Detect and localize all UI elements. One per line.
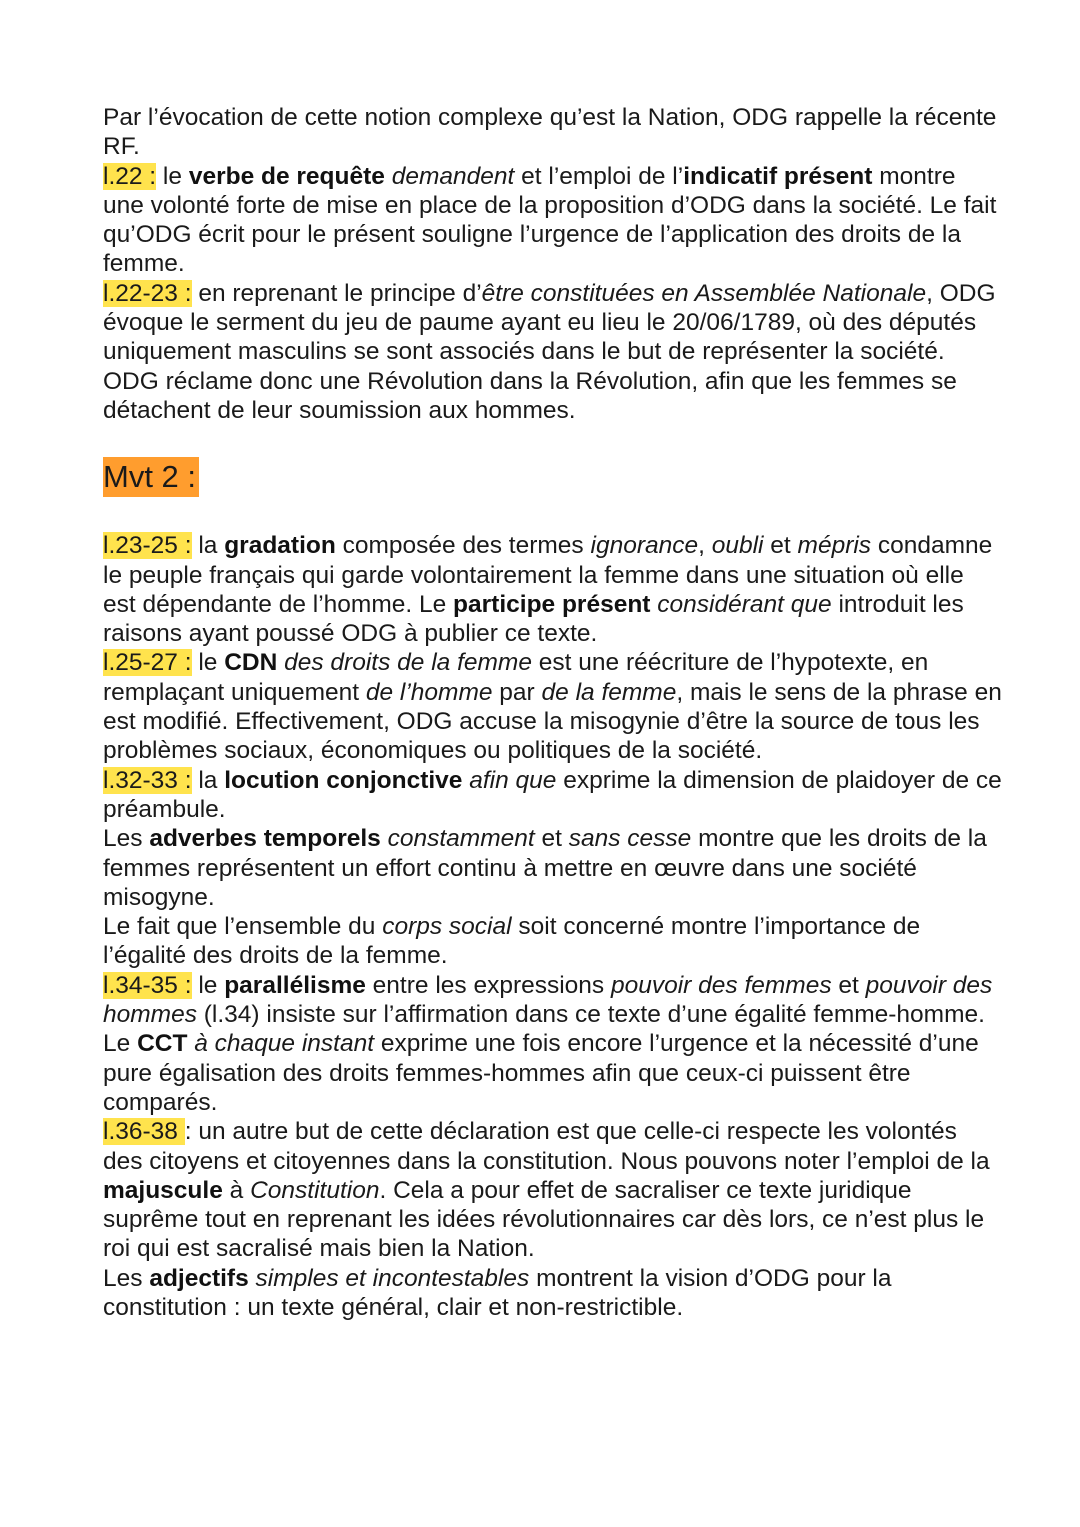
bold-term: indicatif présent <box>683 162 873 190</box>
line-reference: l.32-33 : <box>103 766 192 794</box>
line-reference: l.25-27 : <box>103 649 192 677</box>
italic-quote: pouvoir des femmes <box>610 971 832 999</box>
italic-quote: à chaque instant <box>194 1030 375 1058</box>
bold-term: locution conjonctive <box>224 766 463 794</box>
italic-quote: ignorance <box>590 532 699 560</box>
bold-term: CDN <box>224 649 278 677</box>
section-heading-mvt2: Mvt 2 : <box>103 457 199 497</box>
paragraph-l25-27: l.25-27 : le CDN des droits de la femme est une réécriture de l’hypotexte, en remplaçant uniquement de l’homme par de la femme, mais le sens de la phrase en est modifié. Effectivement, ODG accuse la misogynie d’être la source de tous les problèmes sociaux, économiques ou politiques de la société. <box>103 649 1002 765</box>
line-reference: l.22-23 : <box>103 279 192 307</box>
bold-term: CCT <box>137 1030 188 1058</box>
paragraph-l22-23: l.22-23 : en reprenant le principe d’être constituées en Assemblée Nationale, ODG évoque le serment du jeu de paume ayant eu lieu le 20/06/1789, où des députés uniquement masculins se sont associés dans le but de représenter la société. ODG réclame donc une Révolution dans la Révolution, afin que les femmes se détachent de leur soumission aux hommes. <box>103 279 996 424</box>
italic-quote: considérant que <box>657 590 832 618</box>
italic-quote: afin que <box>469 766 557 794</box>
document-page <box>103 103 1003 1322</box>
italic-quote: Constitution <box>250 1176 380 1204</box>
italic-quote: être constituées en Assemblée Nationale <box>481 279 927 307</box>
line-reference: l.23-25 : <box>103 532 192 560</box>
italic-quote: pouvoir des hommes <box>103 971 993 1029</box>
italic-quote: demandent <box>391 162 515 190</box>
bold-term: parallélisme <box>224 971 366 999</box>
italic-quote: constamment <box>387 825 535 853</box>
paragraph-nation: Par l’évocation de cette notion complexe qu’est la Nation, ODG rappelle la récente RF. <box>103 104 997 161</box>
line-reference: l.22 : <box>103 162 157 190</box>
italic-quote: sans cesse <box>568 825 692 853</box>
paragraph-l22: l.22 : le verbe de requête demandent et l’emploi de l’indicatif présent montre une volonté forte de mise en place de la proposition d’ODG dans la société. Le fait qu’ODG écrit pour le présent souligne l’urgence de l’application des droits de la femme. <box>103 162 997 278</box>
bold-term: adjectifs <box>149 1264 249 1292</box>
paragraph-l34-35: l.34-35 : le parallélisme entre les expressions pouvoir des femmes et pouvoir des hommes (l.34) insiste sur l’affirmation dans ce texte d’une égalité femme-homme. Le CCT à chaque instant exprime une fois encore l’urgence et la nécessité d’une pure égalisation des droits femmes-hommes afin que ceux-ci puissent être comparés. <box>103 971 993 1116</box>
bold-term: participe présent <box>453 590 651 618</box>
section-heading-wrapper <box>103 457 1003 497</box>
paragraph-l23-25: l.23-25 : la gradation composée des termes ignorance, oubli et mépris condamne le peuple français qui garde volontairement la femme dans une situation où elle est dépendante de l’homme. Le participe présent considérant que introduit les raisons ayant poussé ODG à publier ce texte. <box>103 532 993 648</box>
paragraph-l32-33: l.32-33 : la locution conjonctive afin que exprime la dimension de plaidoyer de ce préambule. <box>103 766 1002 823</box>
paragraph-adverbes: Les adverbes temporels constamment et sans cesse montre que les droits de la femmes représentent un effort continu à mettre en œuvre dans une société misogyne. <box>103 825 987 911</box>
line-reference: l.34-35 : <box>103 971 192 999</box>
paragraph-l36-38: l.36-38 : un autre but de cette déclaration est que celle-ci respecte les volontés des citoyens et citoyennes dans la constitution. Nous pouvons noter l’emploi de la majuscule à Constitution. Cela a pour effet de sacraliser ce texte juridique suprême tout en reprenant les idées révolutionnaires car dès lors, ce n’est plus le roi qui est sacralisé mais bien la Nation. <box>103 1118 990 1263</box>
bold-term: majuscule <box>103 1176 223 1204</box>
italic-quote: de l’homme <box>365 678 493 706</box>
bold-term: verbe de requête <box>188 162 385 190</box>
bold-term: gradation <box>224 532 336 560</box>
italic-quote: mépris <box>797 532 872 560</box>
italic-quote: simples et incontestables <box>255 1264 530 1292</box>
italic-quote: corps social <box>382 913 512 941</box>
paragraph-corps-social: Le fait que l’ensemble du corps social soit concerné montre l’importance de l’égalité des droits de la femme. <box>103 913 921 970</box>
italic-quote: des droits de la femme <box>284 649 532 677</box>
line-reference: l.36-38 <box>103 1118 185 1146</box>
italic-quote: oubli <box>711 532 764 560</box>
italic-quote: de la femme <box>541 678 677 706</box>
paragraph-adjectifs: Les adjectifs simples et incontestables montrent la vision d’ODG pour la constitution : un texte général, clair et non-restrictible. <box>103 1264 892 1321</box>
bold-term: adverbes temporels <box>149 825 381 853</box>
